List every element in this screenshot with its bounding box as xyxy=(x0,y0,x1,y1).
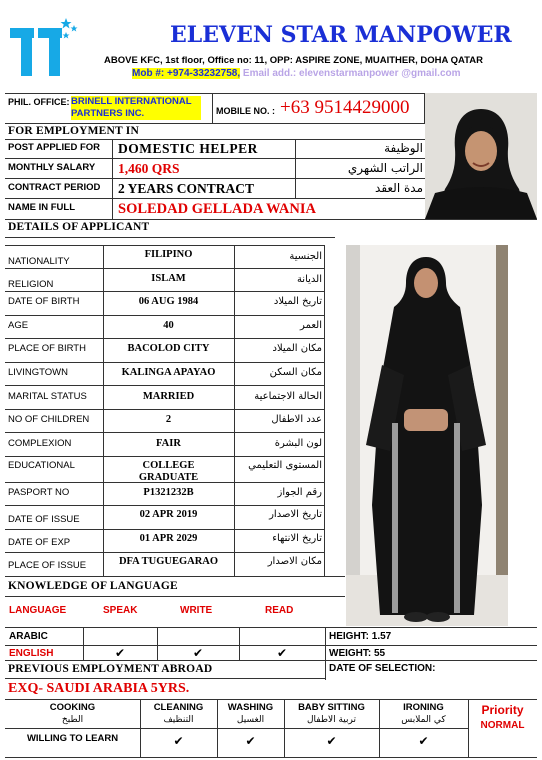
children-ar: عدد الاطفال xyxy=(271,414,322,425)
arabic-language: ARABIC xyxy=(9,631,48,642)
pob-ar: مكان الميلاد xyxy=(272,343,322,354)
marital-label: MARITAL STATUS xyxy=(8,391,87,402)
place-issue-value: DFA TUGUEGARAO xyxy=(118,556,219,567)
children-value: 2 xyxy=(165,414,172,425)
nationality-value: FILIPINO xyxy=(144,249,193,260)
post-applied-ar: الوظيفة xyxy=(384,141,423,155)
passport-label: PASPORT NO xyxy=(8,487,70,498)
dob-value: 06 AUG 1984 xyxy=(138,296,199,307)
english-write-check: ✔ xyxy=(192,646,204,660)
issue-date-ar: تاريخ الاصدار xyxy=(269,509,322,520)
height-value: 1.57 xyxy=(371,631,392,642)
complexion-label: COMPLEXION xyxy=(8,438,72,449)
nationality-label: NATIONALITY xyxy=(8,256,70,267)
post-applied-value: DOMESTIC HELPER xyxy=(118,141,258,156)
read-header: READ xyxy=(265,605,294,616)
marital-value: MARRIED xyxy=(142,391,195,402)
full-body-photo xyxy=(346,245,508,626)
company-address: ABOVE KFC, 1st floor, Office no: 11, OPP: ASPIRE ZONE, MUAITHER, DOHA QATAR xyxy=(104,55,483,66)
previous-employment-value: EXQ- SAUDI ARABIA 5YRS. xyxy=(8,681,190,696)
passport-value: P1321232B xyxy=(143,487,194,498)
cooking-ar: الطبخ xyxy=(61,715,84,725)
priority-value: NORMAL xyxy=(480,720,525,731)
full-body-image xyxy=(346,245,508,626)
age-value: 40 xyxy=(163,320,174,331)
exp-date-label: DATE OF EXP xyxy=(8,537,71,548)
issue-date-label: DATE OF ISSUE xyxy=(8,514,80,525)
issue-date-value: 02 APR 2019 xyxy=(139,509,198,520)
education-ar: المستوى التعليمي xyxy=(248,460,322,471)
english-read-check: ✔ xyxy=(276,646,288,660)
nationality-ar: الجنسية xyxy=(289,251,322,262)
cleaning-ar: التنظيف xyxy=(163,715,194,725)
date-of-selection-label: DATE OF SELECTION: xyxy=(329,663,436,674)
phil-office-value: BRINELL INTERNATIONAL PARTNERS INC. xyxy=(71,96,201,120)
cooking-header: COOKING xyxy=(49,702,96,713)
full-name-value: SOLEDAD GELLADA WANIA xyxy=(118,201,316,217)
place-issue-label: PLACE OF ISSUE xyxy=(8,560,87,571)
previous-employment-title: PREVIOUS EMPLOYMENT ABROAD xyxy=(8,663,213,675)
complexion-value: FAIR xyxy=(156,438,181,449)
salary-ar: الراتب الشهري xyxy=(347,161,423,175)
children-label: NO OF CHILDREN xyxy=(8,414,90,425)
company-name: ELEVEN STAR MANPOWER xyxy=(170,22,512,48)
complexion-ar: لون البشرة xyxy=(274,438,322,449)
religion-value: ISLAM xyxy=(151,273,186,284)
place-issue-ar: مكان الاصدار xyxy=(267,556,322,567)
language-title: KNOWLEDGE OF LANGUAGE xyxy=(8,580,178,592)
priority-label: Priority xyxy=(481,703,524,717)
cleaning-check: ✔ xyxy=(173,734,184,748)
ironing-check: ✔ xyxy=(418,734,429,748)
logo-graphic xyxy=(8,16,78,78)
english-language: ENGLISH xyxy=(9,648,54,659)
washing-check: ✔ xyxy=(245,734,256,748)
phil-office-label: PHIL. OFFICE: xyxy=(8,97,70,107)
marital-ar: الحالة الاجتماعية xyxy=(254,391,322,402)
height-field xyxy=(329,631,391,642)
livingtown-ar: مكان السكن xyxy=(269,367,322,378)
contact-line xyxy=(132,68,542,79)
pob-label: PLACE OF BIRTH xyxy=(8,343,86,354)
livingtown-value: KALINGA APAYAO xyxy=(121,367,216,378)
details-table xyxy=(5,245,325,576)
ironing-header: IRONING xyxy=(403,702,444,713)
livingtown-label: LIVINGTOWN xyxy=(8,367,68,378)
education-label: EDUCATIONAL xyxy=(8,460,75,471)
age-label: AGE xyxy=(8,320,29,331)
exp-date-ar: تاريخ الانتهاء xyxy=(272,533,322,544)
mobile-label: MOBILE NO. : xyxy=(216,106,275,116)
company-logo xyxy=(8,16,78,78)
salary-label: MONTHLY SALARY xyxy=(8,162,96,173)
cleaning-header: CLEANING xyxy=(153,702,204,713)
dob-ar: تاريخ الميلاد xyxy=(273,296,322,307)
baby-sitting-header: BABY SITTING xyxy=(298,702,365,713)
portrait-image xyxy=(425,93,537,219)
pob-value: BACOLOD CITY xyxy=(127,343,210,354)
weight-label: WEIGHT: xyxy=(329,648,372,659)
education-value: COLLEGE GRADUATE xyxy=(138,460,199,483)
employment-table xyxy=(5,139,425,219)
write-header: WRITE xyxy=(180,605,213,616)
willing-to-learn-label: WILLING TO LEARN xyxy=(26,733,119,744)
salary-value: 1,460 QRS xyxy=(118,161,180,176)
dob-label: DATE OF BIRTH xyxy=(8,296,80,307)
baby-sitting-check: ✔ xyxy=(326,734,337,748)
religion-ar: الديانة xyxy=(296,274,322,285)
mobile-number: Mob #: +974-33232758, xyxy=(132,68,241,79)
phil-mobile-value: +63 9514429000 xyxy=(280,97,410,118)
contract-value: 2 YEARS CONTRACT xyxy=(118,181,255,196)
age-ar: العمر xyxy=(300,320,322,331)
ironing-ar: كي الملابس xyxy=(401,715,446,725)
weight-value: 55 xyxy=(374,648,386,659)
english-speak-check: ✔ xyxy=(114,646,126,660)
skills-table xyxy=(5,699,537,757)
language-header: LANGUAGE xyxy=(9,605,67,616)
washing-header: WASHING xyxy=(227,702,274,713)
name-label: NAME IN FULL xyxy=(8,202,76,213)
weight-field xyxy=(329,648,385,659)
contract-label: CONTRACT PERIOD xyxy=(8,182,101,193)
passport-ar: رقم الجواز xyxy=(277,487,322,498)
exp-date-value: 01 APR 2029 xyxy=(139,533,198,544)
height-label: HEIGHT: xyxy=(329,631,369,642)
washing-ar: الغسيل xyxy=(236,715,265,725)
religion-label: RELIGION xyxy=(8,279,54,290)
baby-sitting-ar: تربية الاطفال xyxy=(306,715,356,725)
email-address: Email add.: elevenstarmanpower @gmail.com xyxy=(240,68,461,79)
contract-ar: مدة العقد xyxy=(375,181,423,195)
language-table xyxy=(5,596,537,660)
details-title: DETAILS OF APPLICANT xyxy=(8,221,150,233)
employment-title: FOR EMPLOYMENT IN xyxy=(8,125,139,137)
speak-header: SPEAK xyxy=(103,605,138,616)
portrait-photo xyxy=(425,93,537,219)
post-applied-label: POST APPLIED FOR xyxy=(8,142,101,153)
